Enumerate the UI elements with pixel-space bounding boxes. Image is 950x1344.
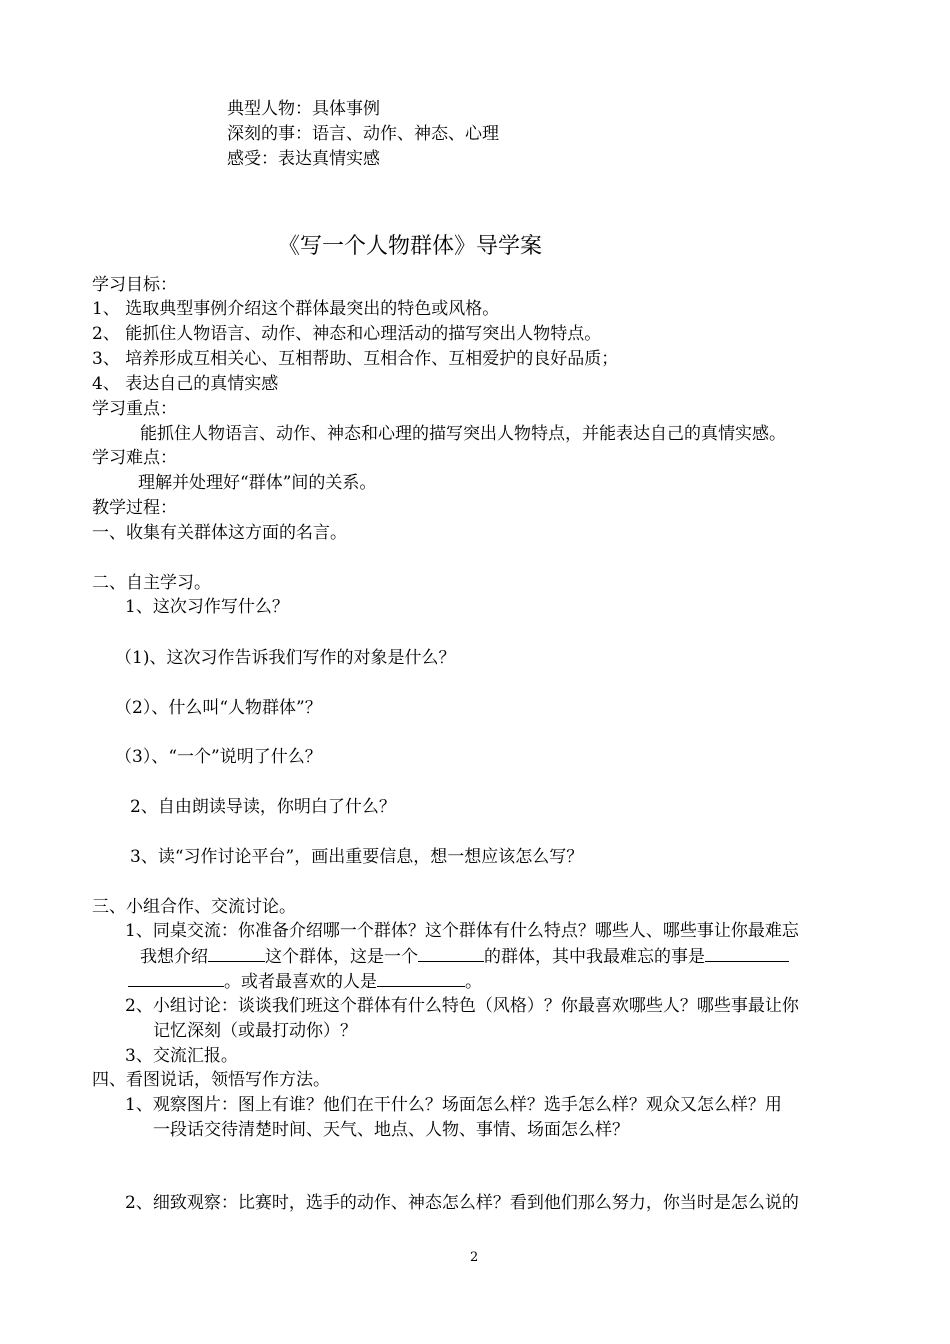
blank-memorable-event[interactable]	[705, 945, 789, 962]
focus-text: 能抓住人物语言、动作、神态和心理的描写突出人物特点，并能表达自己的真情实感。	[140, 424, 786, 444]
section-3-item-2b: 记忆深刻（或最打动你）？	[153, 1021, 357, 1041]
fill-text-5: 。	[465, 972, 482, 992]
goal-item-2: 2、 能抓住人物语言、动作、神态和心理活动的描写突出人物特点。	[92, 324, 602, 344]
blank-memorable-event-cont[interactable]	[128, 970, 224, 987]
difficulty-text: 理解并处理好“群体”间的关系。	[138, 473, 377, 493]
fill-text-1: 我想介绍	[140, 947, 208, 967]
section-2-q2: 2、自由朗读导读，你明白了什么？	[130, 797, 396, 817]
fill-in-line-2	[128, 970, 482, 993]
section-4-item-1b: 一段话交待清楚时间、天气、地点、人物、事情、场面怎么样？	[153, 1120, 629, 1140]
section-2: 二、自主学习。	[92, 573, 211, 593]
section-3-item-3: 3、交流汇报。	[125, 1046, 238, 1066]
section-2-q1c: （3）、“一个”说明了什么？	[115, 747, 322, 767]
intro-line-1: 典型人物：具体事例	[227, 99, 380, 119]
process-heading: 教学过程：	[92, 498, 177, 518]
section-2-q3: 3、读“习作讨论平台”，画出重要信息，想一想应该怎么写？	[130, 847, 584, 867]
intro-line-3: 感受：表达真情实感	[227, 149, 380, 169]
section-3-item-1: 1、同桌交流：你准备介绍哪一个群体？这个群体有什么特点？哪些人、哪些事让你最难忘	[125, 921, 799, 941]
fill-in-line-1	[140, 945, 789, 968]
section-2-q1: 1、这次习作写什么？	[125, 597, 289, 617]
difficulty-heading: 学习难点：	[92, 448, 177, 468]
section-3-item-2a: 2、小组讨论：谈谈我们班这个群体有什么特色（风格）？你最喜欢哪些人？哪些事最让你	[125, 996, 799, 1016]
fill-text-3: 的群体，其中我最难忘的事是	[484, 947, 705, 967]
section-2-q1b: （2）、什么叫“人物群体”？	[115, 698, 322, 718]
document-title: 《写一个人物群体》导学案	[278, 234, 543, 259]
blank-favorite-person[interactable]	[377, 970, 465, 987]
blank-trait[interactable]	[418, 945, 484, 962]
section-4: 四、看图说话，领悟写作方法。	[92, 1070, 330, 1090]
section-1: 一、收集有关群体这方面的名言。	[92, 523, 347, 543]
goal-item-3: 3、 培养形成互相关心、互相帮助、互相合作、互相爱护的良好品质；	[92, 349, 619, 369]
section-4-item-1a: 1、观察图片：图上有谁？他们在干什么？场面怎么样？选手怎么样？观众又怎么样？用	[125, 1095, 782, 1115]
section-4-item-2: 2、细致观察：比赛时，选手的动作、神态怎么样？看到他们那么努力，你当时是怎么说的	[125, 1193, 799, 1213]
goal-item-1: 1、 选取典型事例介绍这个群体最突出的特色或风格。	[92, 299, 500, 319]
goals-heading: 学习目标：	[92, 275, 177, 295]
goal-item-4: 4、 表达自己的真情实感	[92, 374, 279, 394]
intro-line-2: 深刻的事：语言、动作、神态、心理	[227, 124, 499, 144]
blank-group[interactable]	[208, 945, 265, 962]
section-2-q1a: （1)、这次习作告诉我们写作的对象是什么？	[115, 648, 456, 668]
fill-text-2: 这个群体，这是一个	[265, 947, 418, 967]
page-number: 2	[470, 1250, 479, 1265]
fill-text-4: 。或者最喜欢的人是	[224, 972, 377, 992]
section-3: 三、小组合作、交流讨论。	[92, 897, 296, 917]
focus-heading: 学习重点：	[92, 399, 177, 419]
